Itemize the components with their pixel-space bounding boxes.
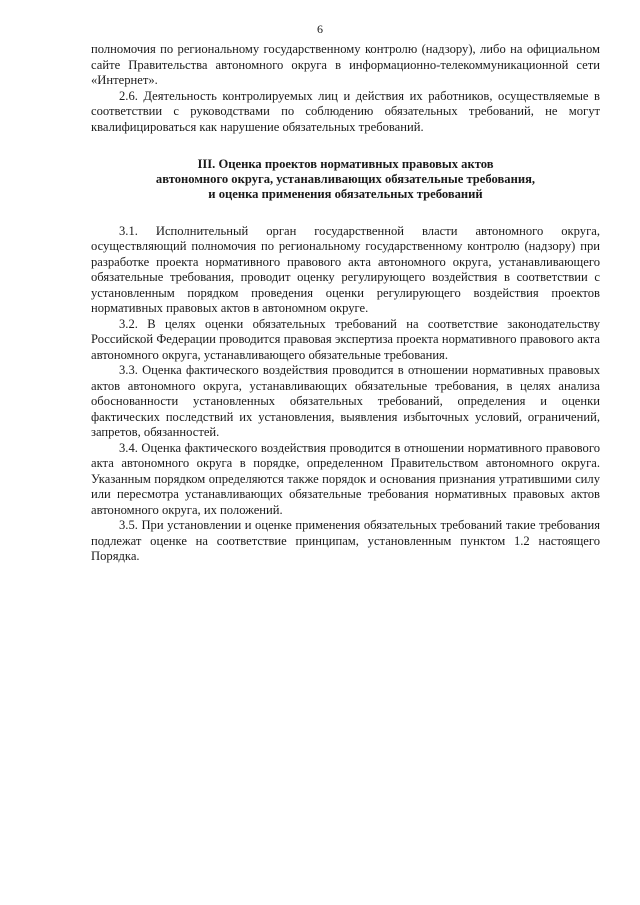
section-title-line-3: и оценка применения обязательных требований xyxy=(208,187,483,202)
paragraph-2-6: 2.6. Деятельность контролируемых лиц и действия их работников, осуществляемые в соответствии с руководствами по соблюдению обязательных требований, не могут квалифицироваться как нарушение обязательных требований. xyxy=(91,88,600,134)
document-body xyxy=(91,42,600,565)
section-title xyxy=(91,157,600,203)
paragraph-3-4: 3.4. Оценка фактического воздействия проводится в отношении нормативного правового акта автономного округа в порядке, определенном Правительством автономного округа. Указанным порядком определяются также порядок и основания признания утратившими силу или пересмотра устанавливающих обязательные требования нормативных правовых актов автономного округа, их положений. xyxy=(91,440,600,517)
section-title-line-1: III. Оценка проектов нормативных правовых актов xyxy=(197,157,494,171)
paragraph-3-5: 3.5. При установлении и оценке применения обязательных требований такие требования подлежат оценке на соответствие принципам, установленным пунктом 1.2 настоящего Порядка. xyxy=(91,518,600,564)
paragraph-3-2: 3.2. В целях оценки обязательных требований на соответствие законодательству Российской Федерации проводится правовая экспертиза проекта нормативного правового акта автономного округа, устанавливающего обязательные требования. xyxy=(91,316,600,362)
paragraph-3-1: 3.1. Исполнительный орган государственной власти автономного округа, осуществляющий полномочия по региональному государственному контролю (надзору) при разработке проекта нормативного правового акта автономного округа, устанавливающего обязательные требования, проводит оценку регулирующего воздействия в соответствии с установленным порядком проведения оценки регулирующего воздействия проектов нормативных правовых актов в автономном округе. xyxy=(91,223,600,316)
paragraph-continuation: полномочия по региональному государственному контролю (надзору), либо на официальном сайте Правительства автономного округа в информационно-телекоммуникационной сети «Интернет». xyxy=(91,42,600,87)
paragraph-3-3: 3.3. Оценка фактического воздействия проводится в отношении нормативных правовых актов автономного округа, устанавливающих обязательные требования, в целях анализа обоснованности установленных обязательных требований, определения и оценки фактических последствий их установления, выявления избыточных условий, ограничений, запретов, обязанностей. xyxy=(91,363,600,440)
page-number: 6 xyxy=(317,22,323,36)
section-title-line-2: автономного округа, устанавливающих обязательные требования, xyxy=(155,172,536,187)
